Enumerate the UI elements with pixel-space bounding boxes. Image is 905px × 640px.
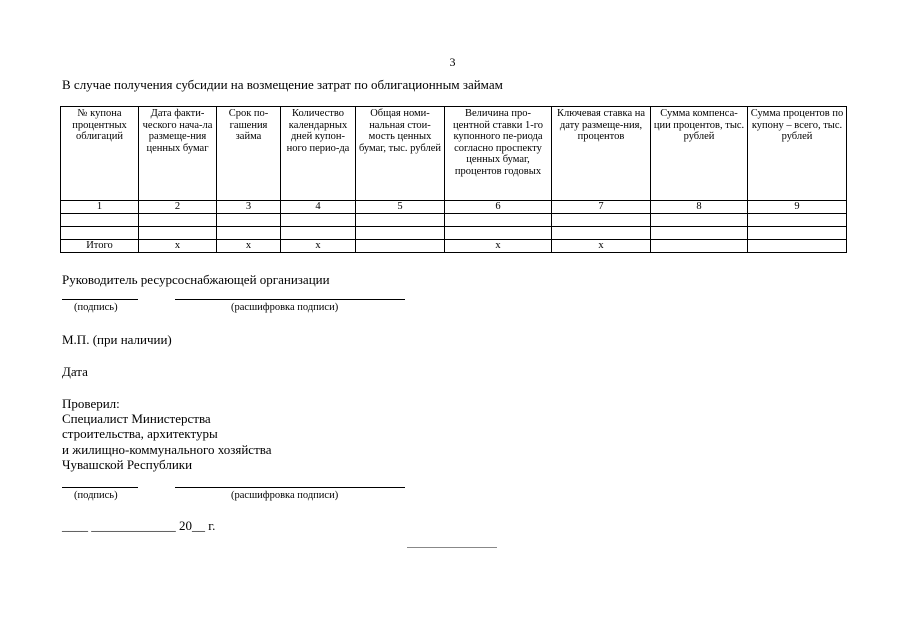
column-number-row [61,201,847,214]
decoding-caption: (расшифровка подписи) [231,302,339,313]
signature-line [62,487,138,488]
table-cell [217,214,281,227]
table-cell [356,214,445,227]
table-cell [139,227,217,240]
checked-label: Проверил: [62,396,120,411]
decoding-line [175,299,405,300]
number-cell: 9 [748,201,847,214]
header-cell: Общая номи-нальная стои-мость ценных бумаг, тыс. рублей [356,107,445,201]
decoding-line [175,487,405,488]
date-label: Дата [62,364,88,379]
signature-caption: (подпись) [74,302,118,313]
specialist-line: Чувашской Республики [62,457,193,472]
section-heading: В случае получения субсидии на возмещение затрат по облигационным займам [62,77,503,92]
table-cell [552,227,651,240]
table-cell [445,214,552,227]
table-row [61,227,847,240]
total-cell: Итого [61,240,139,253]
table-cell [445,227,552,240]
header-cell: Сумма компенса-ции процентов, тыс. рублей [651,107,748,201]
table-cell [281,214,356,227]
number-cell: 6 [445,201,552,214]
total-cell: х [217,240,281,253]
table-cell [281,227,356,240]
table-cell [651,214,748,227]
separator-line [407,547,497,548]
number-cell: 5 [356,201,445,214]
table-cell [61,227,139,240]
table-row [61,214,847,227]
specialist-line: Специалист Министерства [62,411,211,426]
stamp-label: М.П. (при наличии) [62,332,172,347]
table-cell [356,227,445,240]
number-cell: 4 [281,201,356,214]
signature-line [62,299,138,300]
table-cell [552,214,651,227]
date-line: ____ _____________ 20__ г. [62,518,216,533]
total-cell [356,240,445,253]
total-row [61,240,847,253]
header-cell: № купона процентных облигаций [61,107,139,201]
table-cell [748,227,847,240]
header-cell: Срок по-гашения займа [217,107,281,201]
number-cell: 7 [552,201,651,214]
number-cell: 1 [61,201,139,214]
number-cell: 8 [651,201,748,214]
number-cell: 3 [217,201,281,214]
signature-caption: (подпись) [74,490,118,501]
header-cell: Количество календарных дней купон-ного перио-да [281,107,356,201]
total-cell [651,240,748,253]
total-cell: х [139,240,217,253]
specialist-line: и жилищно-коммунального хозяйства [62,442,272,457]
header-cell: Дата факти-ческого нача-ла размеще-ния ценных бумаг [139,107,217,201]
total-cell [748,240,847,253]
head-title: Руководитель ресурсоснабжающей организации [62,272,330,287]
table-cell [651,227,748,240]
decoding-caption: (расшифровка подписи) [231,490,339,501]
total-cell: х [445,240,552,253]
table-cell [139,214,217,227]
header-cell: Ключевая ставка на дату размеще-ния, процентов [552,107,651,201]
header-cell: Сумма процентов по купону – всего, тыс. рублей [748,107,847,201]
total-cell: х [552,240,651,253]
page-number: 3 [449,55,456,69]
table-cell [217,227,281,240]
table-header-row [61,107,847,201]
table-cell [61,214,139,227]
header-cell: Величина про-центной ставки 1-го купонного пе-риода согласно проспекту ценных бумаг, процентов годовых [445,107,552,201]
total-cell: х [281,240,356,253]
table-cell [748,214,847,227]
specialist-line: строительства, архитектуры [62,426,218,441]
number-cell: 2 [139,201,217,214]
subsidy-table [60,106,847,253]
